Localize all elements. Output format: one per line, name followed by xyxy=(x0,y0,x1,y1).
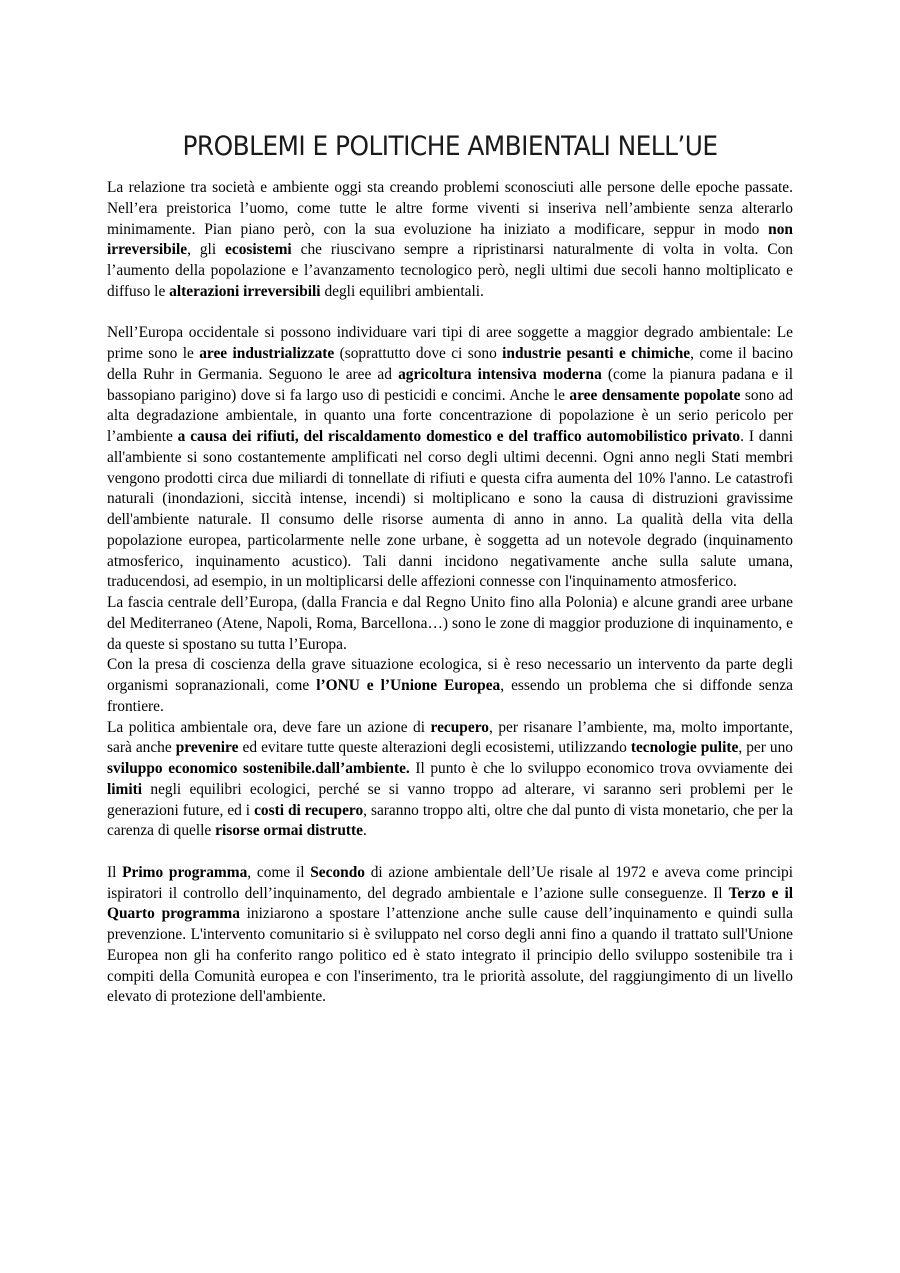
paragraph xyxy=(107,863,793,1008)
bold-text: costi di recupero xyxy=(254,801,364,819)
bold-text: agricoltura intensiva moderna xyxy=(398,365,602,383)
paragraph xyxy=(107,655,793,717)
bold-text: risorse ormai distrutte xyxy=(215,822,363,840)
bold-text: recupero xyxy=(430,718,489,736)
paragraph xyxy=(107,718,793,843)
text-run: , per uno xyxy=(738,739,794,757)
text-run: (come la pianura padana e il bassopiano parigino) dove si fa largo uso di pesticidi e concimi. Anche le xyxy=(107,365,793,404)
text-run: sono ad alta degradazione ambientale, in quanto una forte concentrazione di popolazione è un serio pericolo per l’ambiente xyxy=(107,386,793,445)
text-run: . I danni all'ambiente si sono costantemente amplificati nel corso degli ultimi decenni. Ogni anno negli Stati membri vengono prodotti circa due miliardi di tonnellate di rifiuti e questa cifra aumenta del 10% l'anno. Le catastrofi naturali (inondazioni, siccità intense, incendi) si moltiplicano e sono la causa di distruzioni gravissime dell'ambiente naturale. Il consumo delle risorse aumenta di anno in anno. La qualità della vita della popolazione europea, particolarmente nelle zone urbane, è soggetta ad un notevole degrado (inquinamento atmosferico, inquinamento acustico). Tali danni incidono negativamente anche sulla salute umana, traducendosi, ad esempio, in un moltiplicarsi delle affezioni connesse con l'inquinamento atmosferico. xyxy=(107,428,793,591)
bold-text: l’ONU e l’Unione Europea xyxy=(316,677,501,694)
text-run: , saranno troppo alti, oltre che dal punto di vista monetario, che per la carenza di quelle xyxy=(107,801,793,840)
bold-text: aree densamente popolate xyxy=(569,386,741,404)
text-run: negli equilibri ecologici, perché se si vanno troppo ad alterare, vi saranno seri problemi per le generazioni future, ed i xyxy=(107,780,793,819)
bold-text: a causa dei rifiuti, del riscaldamento domestico e del traffico automobilistico privato xyxy=(177,428,741,445)
paragraph-spacer xyxy=(107,303,793,324)
text-run: . xyxy=(363,822,367,840)
paragraph-spacer xyxy=(107,842,793,863)
text-run: Il punto è che lo sviluppo economico trova ovviamente dei xyxy=(409,760,794,777)
bold-text: non irreversibile xyxy=(107,220,793,259)
bold-text: Secondo xyxy=(310,863,365,881)
bold-text: sviluppo economico sostenibile.dall’ambiente. xyxy=(107,760,410,777)
text-run: La relazione tra società e ambiente oggi sta creando problemi sconosciuti alle persone delle epoche passate. Nell’era preistorica l’uomo, come tutte le altre forme viventi si inseriva nell’ambiente senza alterarlo minimamente. Pian piano però, con la sua evoluzione ha iniziato a modificare, seppur in modo xyxy=(107,179,793,238)
document-page xyxy=(107,131,793,1008)
bold-text: Terzo e il Quarto programma xyxy=(107,884,793,923)
text-run: Il xyxy=(107,863,123,881)
bold-text: tecnologie pulite xyxy=(630,739,739,757)
document-title: PROBLEMI E POLITICHE AMBIENTALI NELL’UE xyxy=(182,131,718,162)
text-run: (soprattutto dove ci sono xyxy=(334,345,503,362)
paragraph xyxy=(107,323,793,593)
paragraph xyxy=(107,178,793,303)
text-run: di azione ambientale dell’Ue risale al 1972 e aveva come principi ispiratori il controllo dell’inquinamento, del degrado ambientale e l’azione sulle conseguenze. Il xyxy=(107,863,793,902)
bold-text: aree industrializzate xyxy=(199,345,335,362)
bold-text: alterazioni irreversibili xyxy=(169,282,321,300)
text-run: , per risanare l’ambiente, ma, molto importante, sarà anche xyxy=(107,718,793,757)
text-run: iniziarono a spostare l’attenzione anche sulle cause dell’inquinamento e quindi sulla prevenzione. L'intervento comunitario si è sviluppato nel corso degli anni fino a quando il trattato sull'Unione Europea non gli ha conferito rango politico ed è stato integrato il principio dello sviluppo sostenibile tra i compiti della Comunità europea e con l'inserimento, tra le priorità assolute, del raggiungimento di un livello elevato di protezione dell'ambiente. xyxy=(107,905,793,1006)
text-run: , come il bacino della Ruhr in Germania. Seguono le aree ad xyxy=(107,345,794,383)
bold-text: ecosistemi xyxy=(225,241,292,259)
bold-text: prevenire xyxy=(175,739,239,757)
text-run: , essendo un problema che si diffonde senza frontiere. xyxy=(107,677,793,715)
text-run: che riuscivano sempre a ripristinarsi naturalmente di volta in volta. Con l’aumento della popolazione e l’avanzamento tecnologico però, negli ultimi due secoli hanno moltiplicato e diffuso le xyxy=(107,241,793,300)
bold-text: Primo programma xyxy=(122,863,248,881)
text-run: ed evitare tutte queste alterazioni degli ecosistemi, utilizzando xyxy=(238,739,631,757)
text-run: , come il xyxy=(247,863,311,881)
text-run: Nell’Europa occidentale si possono individuare vari tipi di aree soggette a maggior degrado ambientale: Le prime sono le xyxy=(107,324,793,362)
text-run: La fascia centrale dell’Europa, (dalla Francia e dal Regno Unito fino alla Polonia) e alcune grandi aree urbane del Mediterraneo (Atene, Napoli, Roma, Barcellona…) sono le zone di maggior produzione di inquinamento, e da queste si spostano su tutta l’Europa. xyxy=(107,594,793,653)
document-body xyxy=(107,178,793,1008)
bold-text: limiti xyxy=(107,780,143,798)
text-run: degli equilibri ambientali. xyxy=(320,282,484,300)
bold-text: industrie pesanti e chimiche xyxy=(502,345,691,362)
text-run: La politica ambientale ora, deve fare un azione di xyxy=(107,718,431,736)
text-run: , gli xyxy=(187,241,226,259)
paragraph xyxy=(107,593,793,655)
text-run: Con la presa di coscienza della grave situazione ecologica, si è reso necessario un intervento da parte degli organismi sopranazionali, come xyxy=(107,656,793,694)
